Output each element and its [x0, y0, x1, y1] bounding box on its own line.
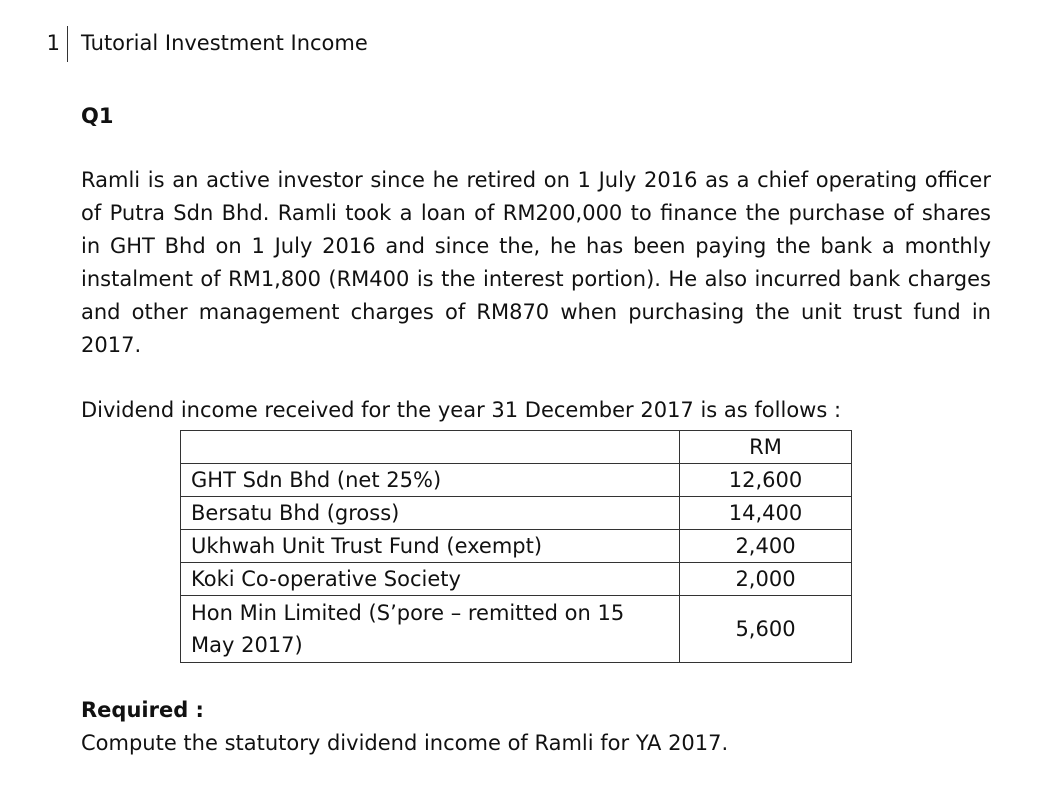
table-header-row — [181, 431, 852, 464]
page-number: 1 — [46, 31, 60, 55]
question-label: Q1 — [81, 104, 114, 128]
dividend-intro: Dividend income received for the year 31 December 2017 is as follows : — [81, 398, 842, 422]
row-amount: 2,000 — [680, 563, 852, 596]
header-title: Tutorial Investment Income — [81, 31, 368, 55]
table-row — [181, 497, 852, 530]
header-cell-amount: RM — [680, 431, 852, 464]
row-name: Hon Min Limited (S’pore – remitted on 15 May 2017) — [181, 596, 680, 663]
dividend-table — [180, 430, 852, 663]
row-name: GHT Sdn Bhd (net 25%) — [181, 464, 680, 497]
required-label: Required : — [81, 698, 204, 722]
row-name: Koki Co-operative Society — [181, 563, 680, 596]
question-paragraph: Ramli is an active investor since he retired on 1 July 2016 as a chief operating officer of Putra Sdn Bhd. Ramli took a loan of RM200,000 to finance the purchase of shares in GHT Bhd on 1 July 2016 and since the, he has been paying the bank a monthly instalment of RM1,800 (RM400 is the interest portion). He also incurred bank charges and other management charges of RM870 when purchasing the unit trust fund in 2017. — [81, 168, 991, 357]
row-amount: 2,400 — [680, 530, 852, 563]
header-cell-name — [181, 431, 680, 464]
row-name: Bersatu Bhd (gross) — [181, 497, 680, 530]
table-row — [181, 530, 852, 563]
row-amount: 12,600 — [680, 464, 852, 497]
required-text: Compute the statutory dividend income of Ramli for YA 2017. — [81, 731, 729, 755]
row-name: Ukhwah Unit Trust Fund (exempt) — [181, 530, 680, 563]
table-row — [181, 563, 852, 596]
row-amount: 5,600 — [680, 596, 852, 663]
row-amount: 14,400 — [680, 497, 852, 530]
required-section — [81, 694, 991, 760]
table-row — [181, 464, 852, 497]
page-header — [30, 26, 368, 62]
table-row — [181, 596, 852, 663]
